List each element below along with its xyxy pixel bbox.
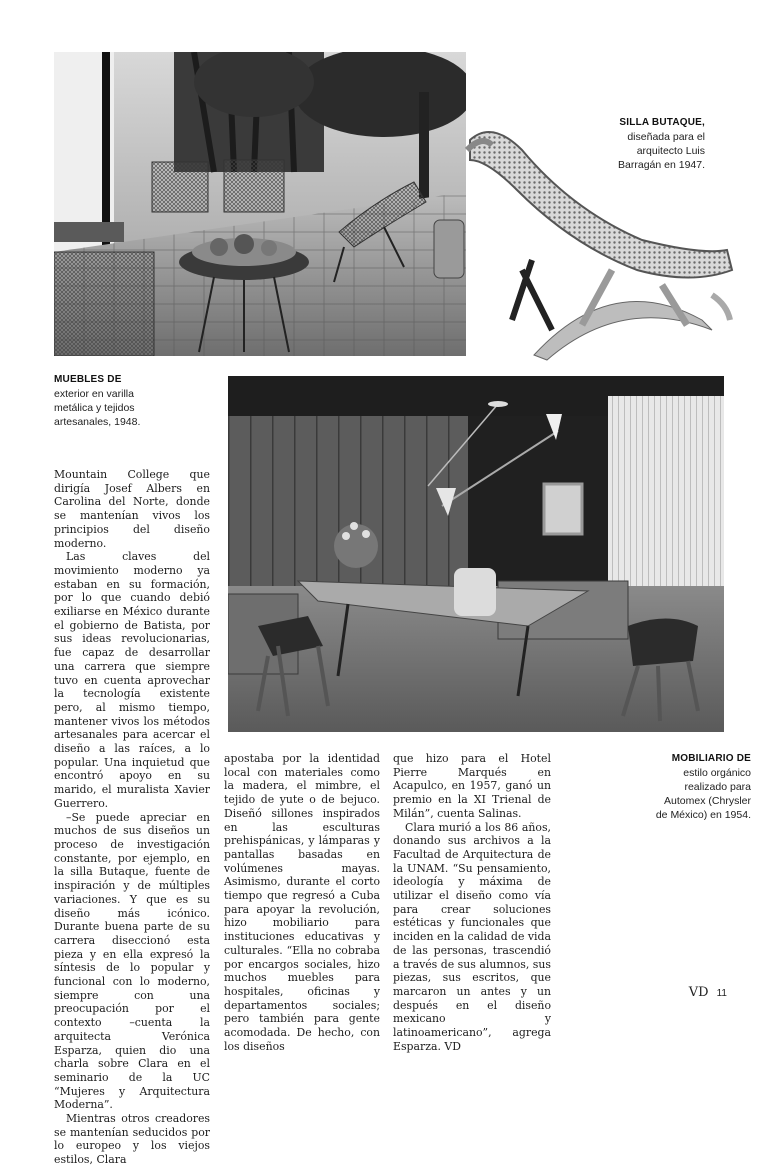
text-column-2 (224, 752, 380, 1053)
caption-line: de México) en 1954. (655, 809, 751, 822)
caption-line: estilo orgánico (683, 766, 751, 779)
page-number: 11 (716, 988, 727, 999)
paragraph: –Se puede apreciar en muchos de sus diseños un proceso de investigación constante, por ejemplo, en la silla Butaque, fuente de inspiración y de múltiples variaciones. Y que es su diseño más icónico. Durante buena parte de su carrera diseccionó esta pieza y en ella expresó la síntesis de lo popular y funcional con lo moderno, siempre con una preocupación por el contexto –cuenta la arquitecta Verónica Esparza, quien dio una charla sobre Clara en el seminario de la UC “Mujeres y Arquitectura Moderna”. (54, 810, 210, 1112)
photo-outdoor-furniture (54, 52, 466, 356)
caption-line: diseñada para el (627, 130, 705, 143)
paragraph: Mountain College que dirigía Josef Albers en Carolina del Norte, donde se mantenían vivos los principios del diseño moderno. (54, 468, 210, 550)
text-column-1 (54, 468, 210, 1167)
photo-interior-automex (228, 376, 724, 732)
caption-line: Automex (Chrysler (664, 794, 751, 807)
caption-line: exterior en varilla (54, 387, 134, 400)
caption-heading: SILLA BUTAQUE, (619, 117, 705, 128)
caption-muebles (54, 373, 204, 429)
caption-heading: MUEBLES DE (54, 374, 122, 385)
magazine-mark: VD (688, 985, 709, 1000)
paragraph: que hizo para el Hotel Pierre Marqués en Acapulco, en 1957, ganó un premio en la XI Trienal de Milán”, cuenta Salinas. (393, 752, 551, 820)
caption-silla-butaque (555, 116, 705, 172)
paragraph: Clara murió a los 86 años, donando sus archivos a la Facultad de Arquitectura de la UNAM. “Su pensamiento, ideología y máxima de utilizar el diseño como vía para crear soluciones estéticas y funcionales que inciden en la calidad de vida de las personas, trascendió a través de sus alumnos, sus piezas, sus escritos, que marcaron un antes y un después en el diseño mexicano y latinoamericano”, agrega Esparza. VD (393, 820, 551, 1053)
caption-line: artesanales, 1948. (54, 415, 141, 428)
caption-heading: MOBILIARIO DE (671, 753, 751, 764)
paragraph: Mientras otros creadores se mantenían seducidos por lo europeo y los viejos estilos, Clara (54, 1112, 210, 1167)
caption-line: realizado para (684, 780, 751, 793)
text-column-3 (393, 752, 551, 1053)
caption-line: Barragán en 1947. (618, 158, 705, 171)
page-folio (689, 985, 727, 1000)
caption-mobiliario (611, 752, 751, 822)
caption-line: arquitecto Luis (636, 144, 705, 157)
paragraph: apostaba por la identidad local con materiales como la madera, el mimbre, el tejido de yute o de bejuco. Diseñó sillones inspirados en las esculturas prehispánicas, y lámparas y pantallas basadas en volúmenes mayas. Asimismo, durante el corto tiempo que regresó a Cuba para apoyar la revolución, hizo mobiliario para instituciones educativas y culturales. “Ella no cobraba por encargos sociales, hizo muchos muebles para hospitales, oficinas y departamentos sociales; pero también para gente acomodada. De hecho, con los diseños (224, 752, 380, 1053)
caption-line: metálica y tejidos (54, 401, 135, 414)
paragraph: Las claves del movimiento moderno ya estaban en su formación, por lo que cuando debió exiliarse en México durante el gobierno de Batista, por sus ideas revolucionarias, fue capaz de desarrollar una carrera que siempre tuvo en cuenta aprovechar la tecnología existente pero, al mismo tiempo, mantener vivos los métodos artesanales para acercar el diseño a las raíces, a lo popular. Una inquietud que encontró apoyo en su marido, el muralista Xavier Guerrero. (54, 550, 210, 810)
